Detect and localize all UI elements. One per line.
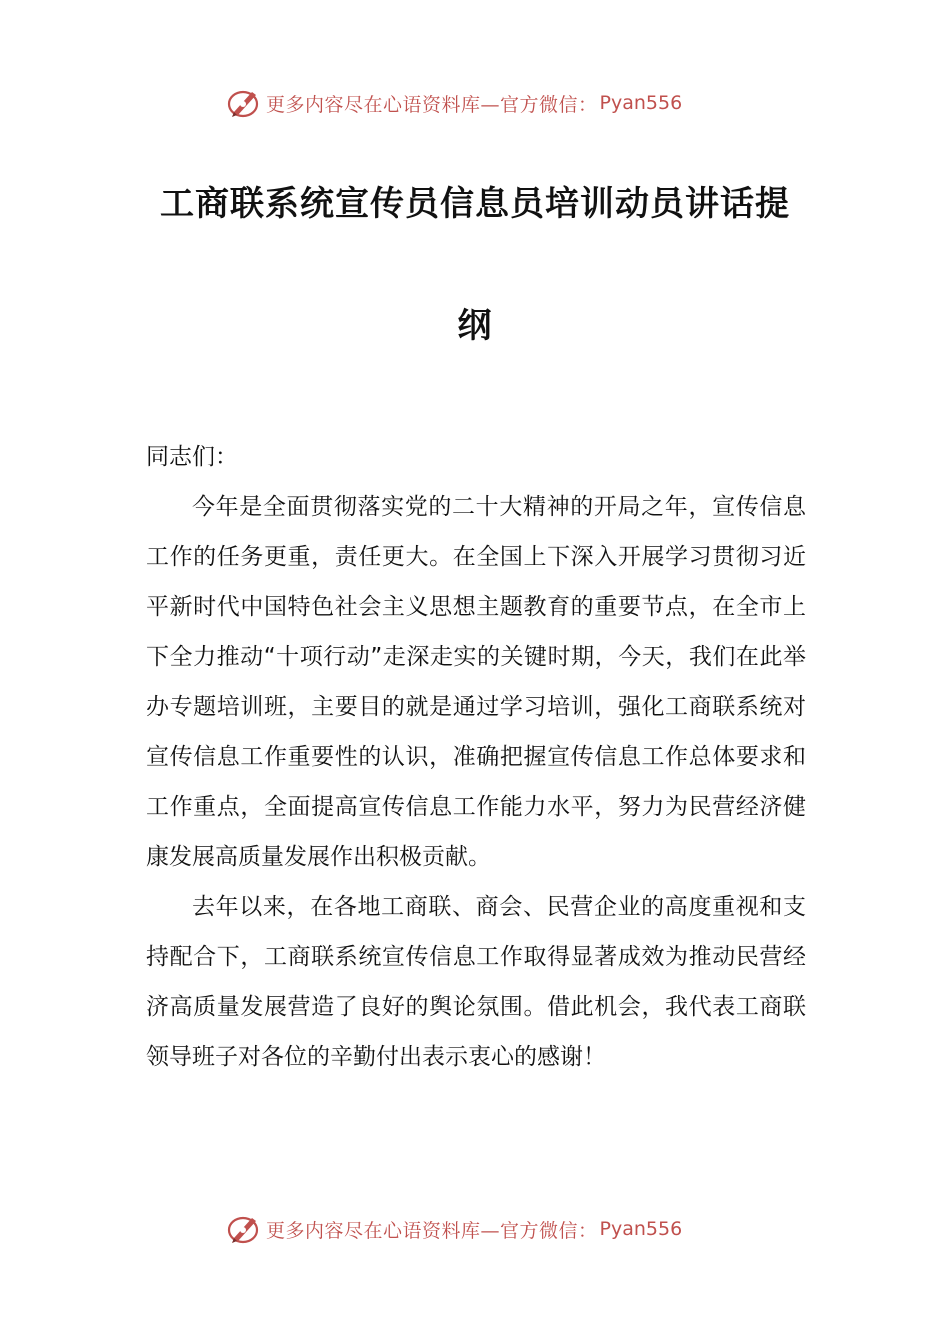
header-watermark-banner bbox=[226, 86, 682, 120]
banner-text: 更多内容尽在心语资料库—官方微信： bbox=[266, 93, 598, 116]
pen-logo-icon bbox=[226, 86, 262, 120]
document-title-line-2: 纲 bbox=[457, 306, 493, 346]
paragraph-2: 去年以来，在各地工商联、商会、民营企业的高度重视和支持配合下，工商联系统宣传信息工作取得显著成效为推动民营经济高质量发展营造了良好的舆论氛围。借此机会，我代表工商联领导班子对各位的辛勤付出表示衷心的感谢！ bbox=[146, 894, 806, 1070]
document-body bbox=[146, 432, 806, 1082]
footer-watermark-banner bbox=[226, 1212, 682, 1246]
paragraph-1: 今年是全面贯彻落实党的二十大精神的开局之年，宣传信息工作的任务更重，责任更大。在全国上下深入开展学习贯彻习近平新时代中国特色社会主义思想主题教育的重要节点，在全市上下全力推动“十项行动”走深走实的关键时期，今天，我们在此举办专题培训班，主要目的就是通过学习培训，强化工商联系统对宣传信息工作重要性的认识，准确把握宣传信息工作总体要求和工作重点，全面提高宣传信息工作能力水平，努力为民营经济健康发展高质量发展作出积极贡献。 bbox=[146, 494, 806, 870]
document-title-line-1: 工商联系统宣传员信息员培训动员讲话提 bbox=[160, 184, 790, 224]
banner-wechat-id: Pyan556 bbox=[599, 1218, 683, 1240]
pen-logo-icon bbox=[226, 1212, 262, 1246]
salutation: 同志们： bbox=[146, 444, 238, 470]
banner-wechat-id: Pyan556 bbox=[599, 92, 683, 114]
banner-text: 更多内容尽在心语资料库—官方微信： bbox=[266, 1219, 598, 1242]
